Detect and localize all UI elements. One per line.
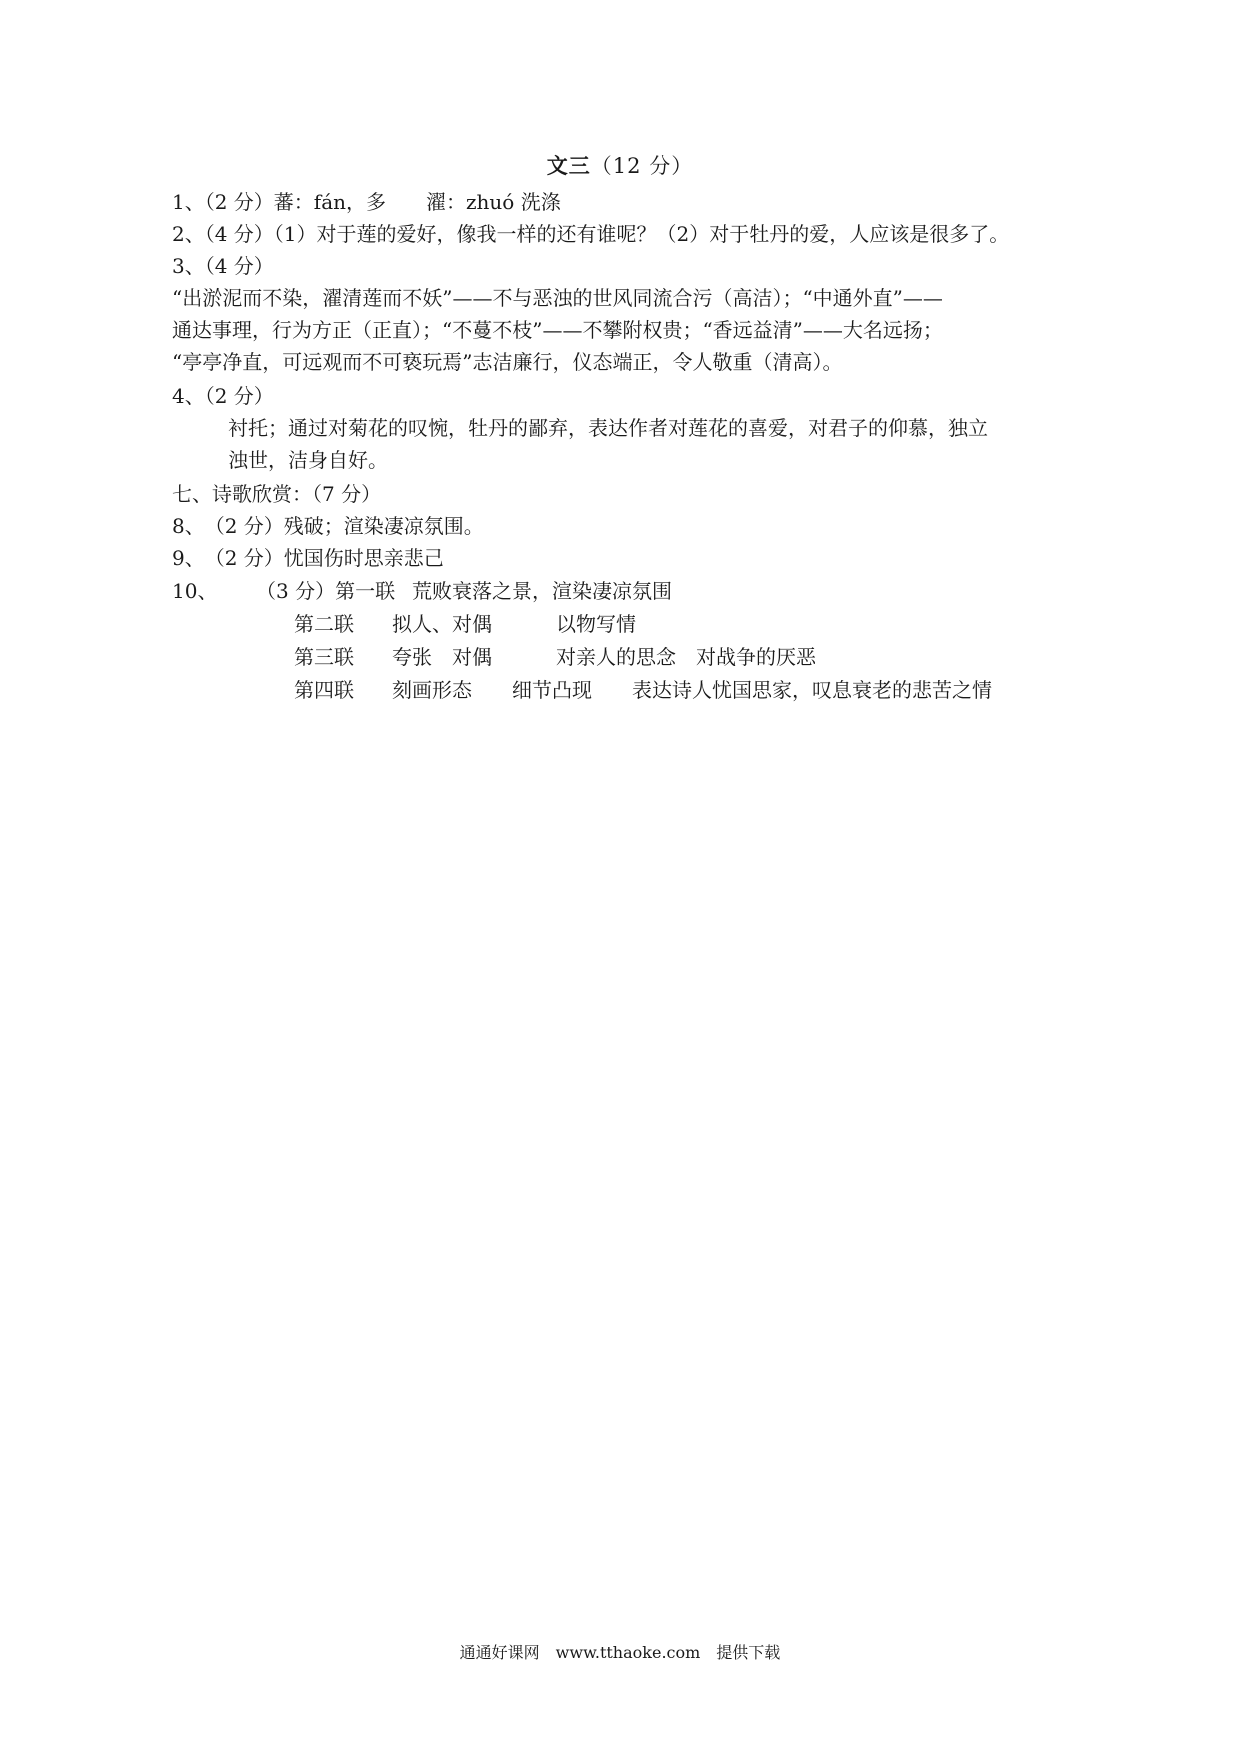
answer-4-line: 浊世，洁身自好。 xyxy=(228,448,388,472)
page-footer: 通通好课网 www.tthaoke.com 提供下载 xyxy=(459,1643,781,1662)
answer-10-row-effect: 表达诗人忧国思家，叹息衰老的悲苦之情 xyxy=(632,678,992,702)
answer-10-row-label: 第三联 xyxy=(294,645,354,669)
answer-10-row-technique: 荒败衰落之景，渲染凄凉氛围 xyxy=(412,579,672,603)
title-score: （12 分） xyxy=(590,154,694,178)
answer-10-number: 10、 xyxy=(172,579,218,603)
section-7-heading: 七、诗歌欣赏：（7 分） xyxy=(172,482,382,506)
answer-9: 9、 （2 分）忧国伤时思亲悲己 xyxy=(172,546,444,570)
answer-8: 8、 （2 分）残破；渲染凄凉氛围。 xyxy=(172,514,484,538)
title-main: 文三 xyxy=(546,153,591,178)
answer-10-row-technique: 刻画形态 细节凸现 xyxy=(392,678,592,702)
answer-1: 1、（2 分）蕃：fán，多 濯：zhuó 洗涤 xyxy=(172,190,561,214)
section-title xyxy=(0,150,1240,180)
answer-10-row-technique: 夸张 对偶 xyxy=(392,645,492,669)
answer-3-line: “出淤泥而不染，濯清莲而不妖”——不与恶浊的世风同流合污（高洁）；“中通外直”—— xyxy=(172,286,943,310)
answer-4-heading: 4、（2 分） xyxy=(172,384,274,408)
answer-10-row-effect: 对亲人的思念 对战争的厌恶 xyxy=(556,645,816,669)
answer-10-row-label: 第四联 xyxy=(294,678,354,702)
answer-3-line: 通达事理，行为方正（正直）；“不蔓不枝”——不攀附权贵；“香远益清”——大名远扬； xyxy=(172,318,943,342)
answer-10-row-technique: 拟人、对偶 xyxy=(392,612,492,636)
answer-10-row-label: （3 分）第一联 xyxy=(256,579,396,603)
answer-10-row-effect: 以物写情 xyxy=(556,612,636,636)
answer-3-line: “亭亭净直，可远观而不可亵玩焉”志洁廉行，仪态端正，令人敬重（清高）。 xyxy=(172,350,843,374)
answer-2: 2、（4 分）（1）对于莲的爱好，像我一样的还有谁呢？（2）对于牡丹的爱，人应该是很多了。 xyxy=(172,222,1010,246)
answer-10-row-label: 第二联 xyxy=(294,612,354,636)
answer-4-line: 衬托；通过对菊花的叹惋，牡丹的鄙弃，表达作者对莲花的喜爱，对君子的仰慕，独立 xyxy=(228,416,988,440)
answer-3-heading: 3、（4 分） xyxy=(172,254,274,278)
